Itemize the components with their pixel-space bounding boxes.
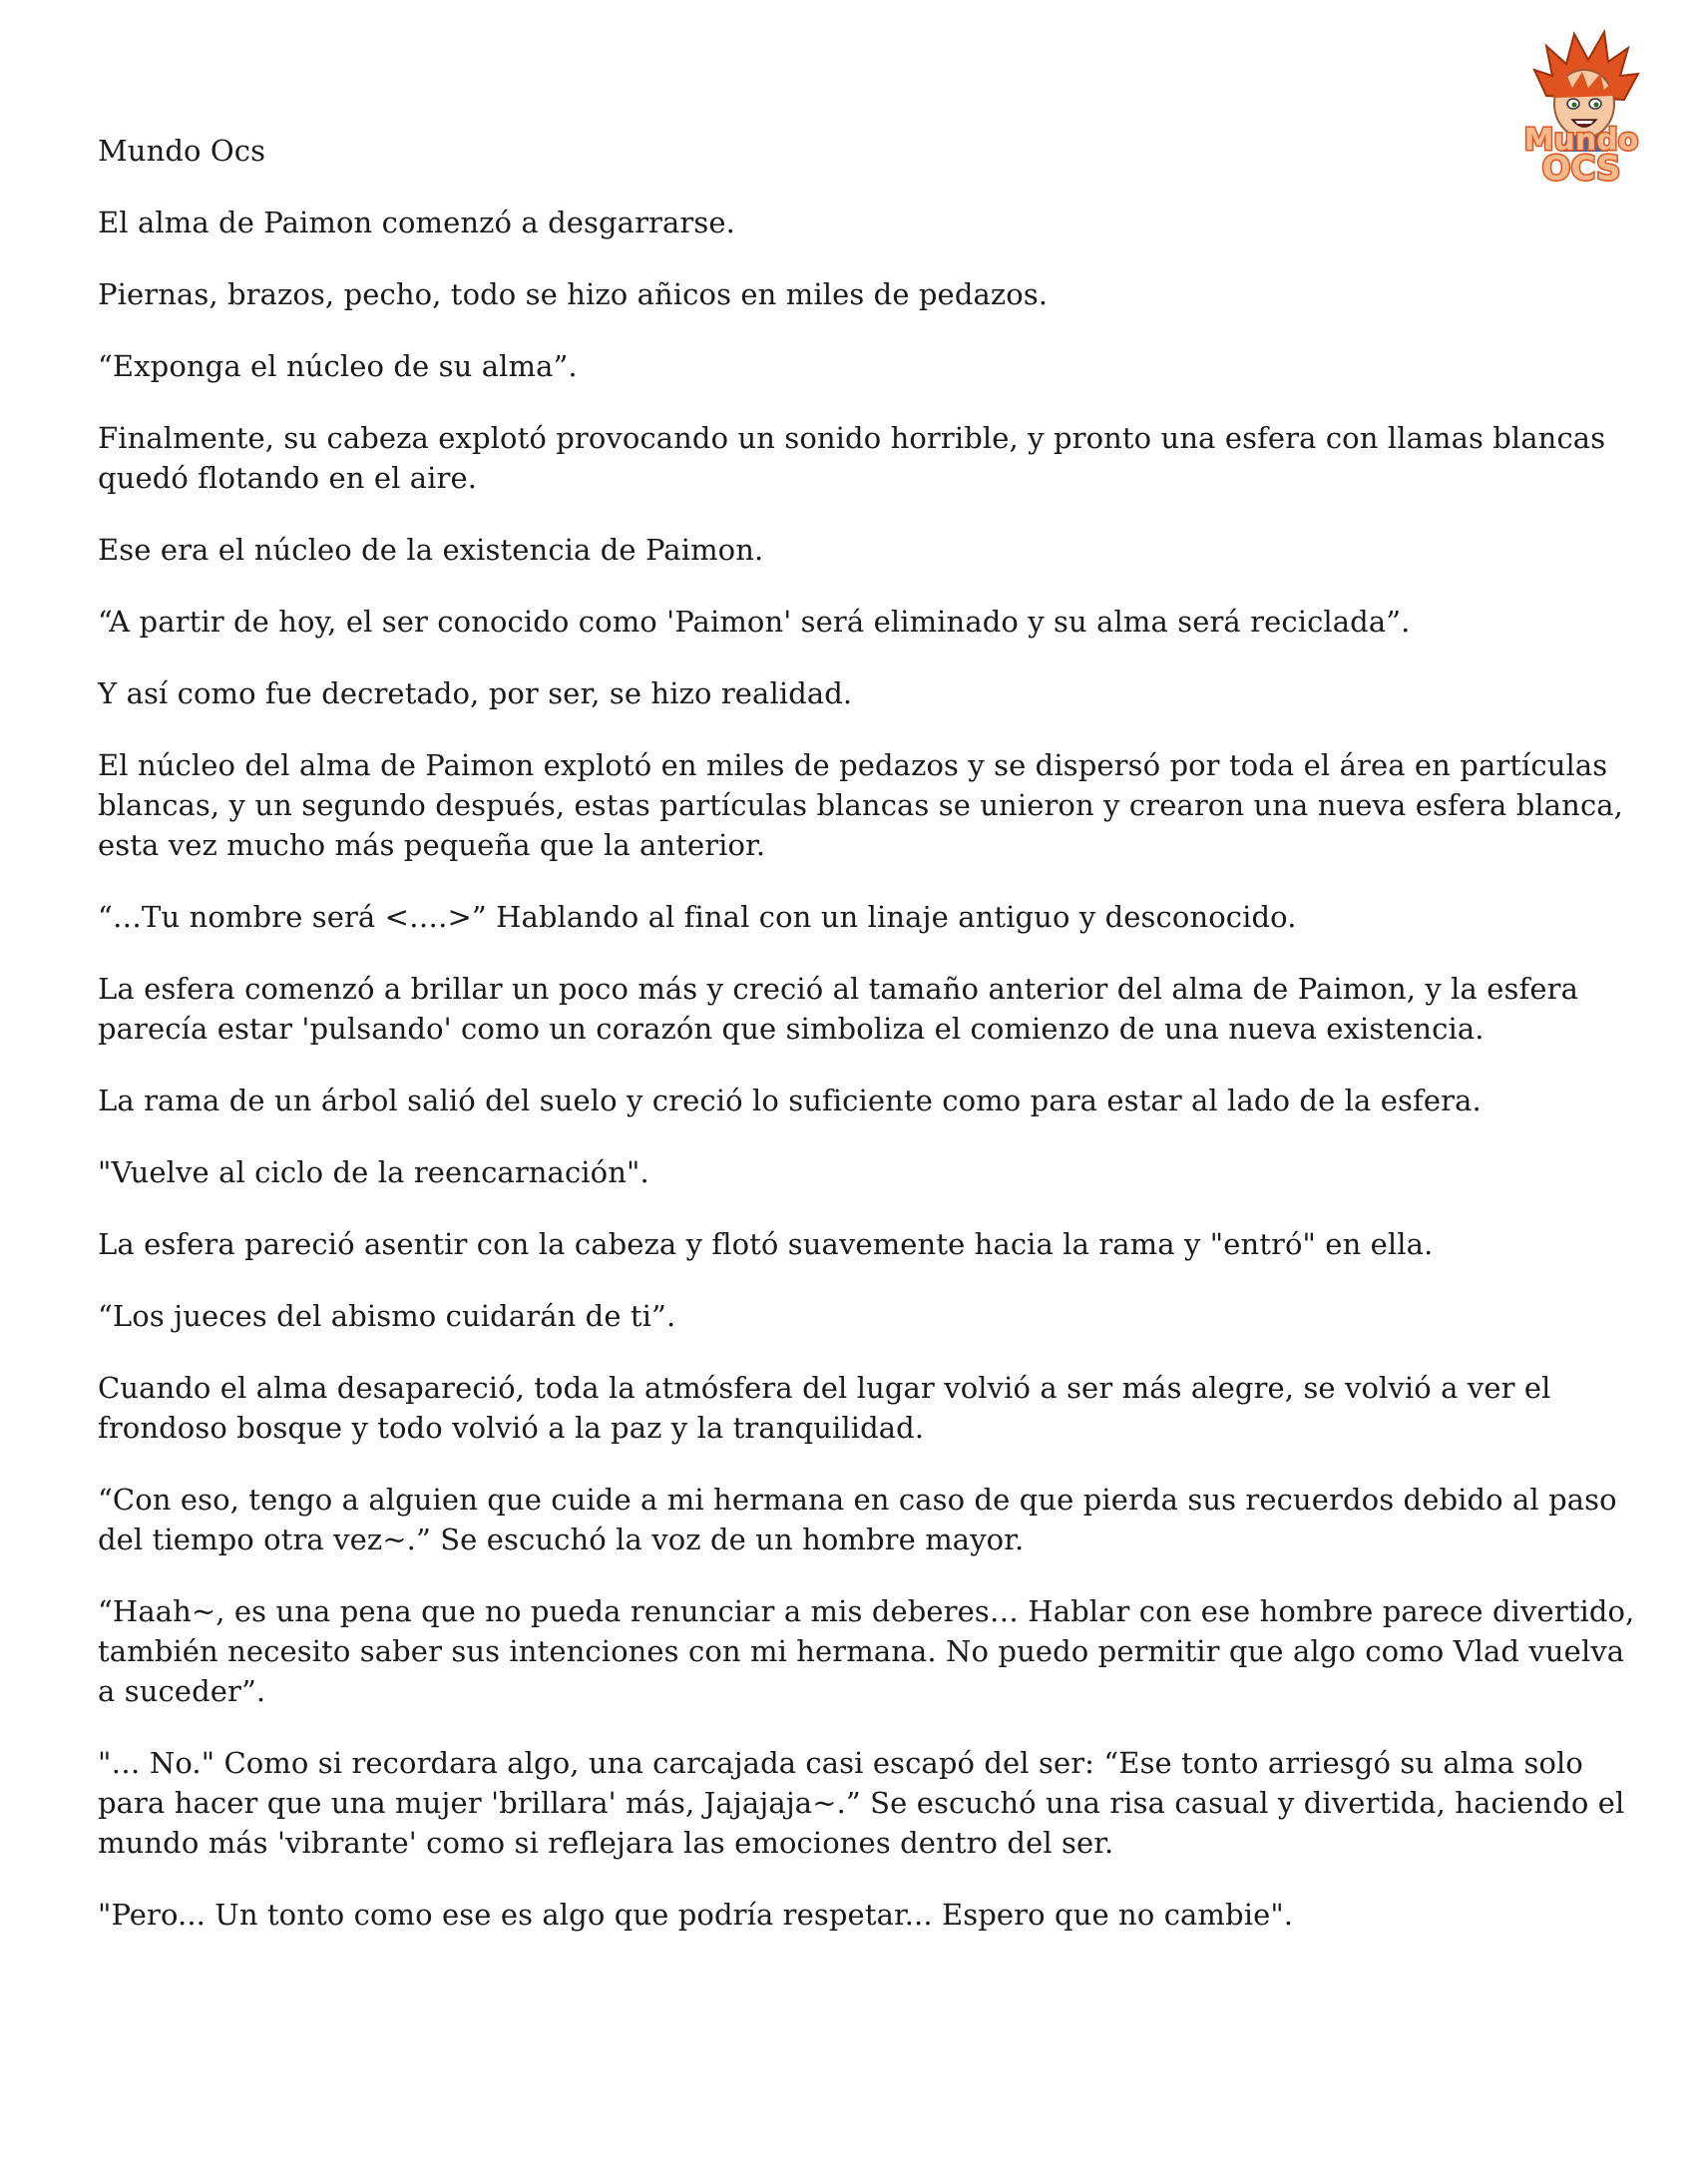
paragraph: El alma de Paimon comenzó a desgarrarse.	[98, 206, 735, 239]
paragraph: Cuando el alma desapareció, toda la atmósfera del lugar volvió a ser más alegre, se volvió a ver el frondoso bosque y todo volvió a la paz y la tranquilidad.	[98, 1371, 1551, 1445]
paragraph: "… No." Como si recordara algo, una carcajada casi escapó del ser: “Ese tonto arriesgó su alma solo para hacer que una mujer 'brillara' más, Jajajaja~.” Se escuchó una risa casual y divertida, haciendo el mundo más 'vibrante' como si reflejara las emociones dentro del ser.	[98, 1746, 1625, 1860]
paragraph: Piernas, brazos, pecho, todo se hizo añicos en miles de pedazos.	[98, 277, 1049, 311]
logo-text-line1: Mundo	[1523, 123, 1639, 158]
logo-text-line2: OCS	[1541, 149, 1621, 188]
paragraph: “Con eso, tengo a alguien que cuide a mi hermana en caso de que pierda sus recuerdos debido al paso del tiempo otra vez~.” Se escuchó la voz de un hombre mayor.	[98, 1483, 1617, 1556]
paragraph: Y así como fue decretado, por ser, se hizo realidad.	[98, 676, 853, 710]
paragraph: Ese era el núcleo de la existencia de Paimon.	[98, 533, 764, 567]
paragraph: “Haah~, es una pena que no pueda renunciar a mis deberes… Hablar con ese hombre parece divertido, también necesito saber sus intenciones con mi hermana. No puedo permitir que algo como Vlad vuelva a suceder”.	[98, 1594, 1635, 1708]
paragraph: “…Tu nombre será <….>” Hablando al final con un linaje antiguo y desconocido.	[98, 900, 1297, 934]
paragraph: Finalmente, su cabeza explotó provocando un sonido horrible, y pronto una esfera con llamas blancas quedó flotando en el aire.	[98, 421, 1606, 495]
paragraph: “Los jueces del abismo cuidarán de ti”.	[98, 1299, 676, 1333]
paragraph: "Vuelve al ciclo de la reencarnación".	[98, 1155, 649, 1189]
paragraph: “A partir de hoy, el ser conocido como 'Paimon' será eliminado y su alma será reciclada”.	[98, 605, 1411, 639]
document-body	[98, 131, 1639, 1966]
document-header: Mundo Ocs	[98, 134, 266, 168]
paragraph: "Pero... Un tonto como ese es algo que podría respetar... Espero que no cambie".	[98, 1898, 1294, 1932]
paragraph: “Exponga el núcleo de su alma”.	[98, 349, 578, 383]
paragraph: El núcleo del alma de Paimon explotó en miles de pedazos y se dispersó por toda el área en partículas blancas, y un segundo después, estas partículas blancas se unieron y crearon una nueva esfera blanca, esta vez mucho más pequeña que la anterior.	[98, 748, 1624, 862]
paragraph: La rama de un árbol salió del suelo y creció lo suficiente como para estar al lado de la esfera.	[98, 1084, 1482, 1117]
paragraph: La esfera pareció asentir con la cabeza y flotó suavemente hacia la rama y "entró" en ella.	[98, 1227, 1434, 1261]
paragraph: La esfera comenzó a brillar un poco más y creció al tamaño anterior del alma de Paimon, y la esfera parecía estar 'pulsando' como un corazón que simboliza el comienzo de una nueva existencia.	[98, 972, 1578, 1046]
